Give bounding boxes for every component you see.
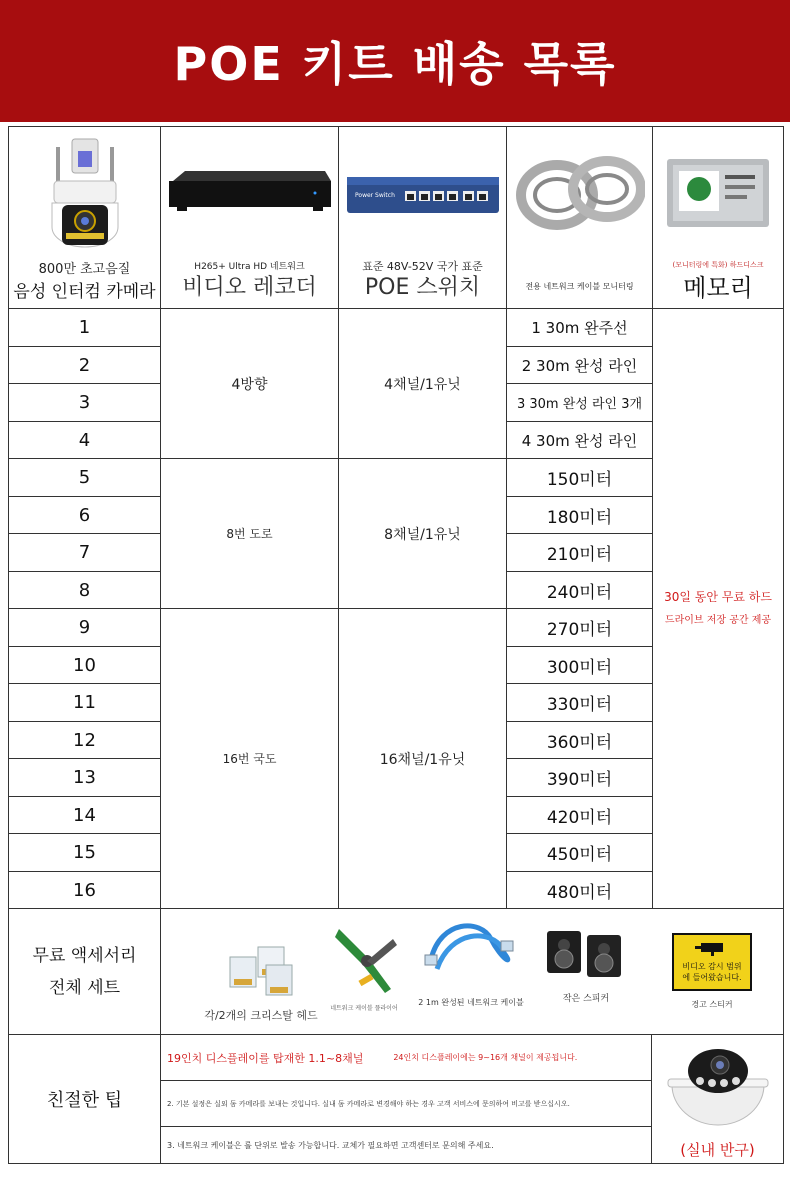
hdd-name-label: 메모리 — [683, 274, 753, 302]
switch-group-16: 16채널/1유닛 — [339, 609, 507, 909]
cable-length: 390미터 — [507, 759, 653, 797]
hdd-free-storage-note — [653, 309, 783, 909]
sticker-text-1: 비디오 감시 범위 — [682, 962, 742, 971]
cable-coil-image — [507, 133, 652, 253]
network-cable-item — [401, 919, 541, 1008]
hard-drive-image — [653, 133, 783, 253]
tip-3: 3. 네트워크 케이블은 롤 단위로 발송 가능합니다. 교체가 필요하면 고객센터로 문의해 주세요. — [167, 1140, 494, 1150]
row-number: 6 — [9, 497, 161, 534]
nvr-recorder-image — [161, 133, 338, 253]
tip-1b: 24인치 디스플레이에는 9~16개 채널이 제공됩니다. — [393, 1053, 578, 1062]
recorder-name-label: 비디오 레코더 — [182, 275, 317, 300]
cable-length: 420미터 — [507, 797, 653, 834]
cable-length: 450미터 — [507, 834, 653, 872]
row-number: 1 — [9, 309, 161, 347]
cable-length: 4 30m 완성 라인 — [507, 422, 653, 459]
switch-group-4: 4채널/1유닛 — [339, 309, 507, 459]
row-number: 5 — [9, 459, 161, 497]
row-number: 12 — [9, 722, 161, 759]
row-number: 11 — [9, 684, 161, 722]
hdd-spec-label: (모니터링에 특화) 하드디스크 — [672, 261, 764, 269]
ptz-camera-image — [9, 133, 160, 253]
cable-length: 360미터 — [507, 722, 653, 759]
switch-group-8: 8채널/1유닛 — [339, 459, 507, 609]
recorder-spec-label: H265+ Ultra HD 네트워크 — [194, 262, 305, 272]
recorder-group-16: 16번 국도 — [161, 609, 339, 909]
warning-sticker-icon — [672, 933, 752, 991]
camera-cell — [9, 127, 161, 309]
cable-length: 2 30m 완성 라인 — [507, 347, 653, 384]
shipping-list-table — [8, 126, 784, 1164]
switch-name-label: POE 스위치 — [364, 275, 481, 300]
cable-length: 150미터 — [507, 459, 653, 497]
tip-line-3 — [161, 1127, 651, 1163]
cable-length: 480미터 — [507, 872, 653, 909]
row-number: 8 — [9, 572, 161, 609]
accessories-panel — [161, 909, 783, 1035]
camera-name-label: 음성 인터컴 카메라 — [13, 282, 156, 302]
title-banner — [0, 0, 790, 122]
cable-length: 210미터 — [507, 534, 653, 572]
row-number: 14 — [9, 797, 161, 834]
cable-length: 330미터 — [507, 684, 653, 722]
cable-length: 180미터 — [507, 497, 653, 534]
page-title: POE 키트 배송 목록 — [173, 37, 617, 91]
crystal-heads-caption: 각/2개의 크리스탈 헤드 — [204, 1009, 318, 1022]
poe-switch-image — [339, 133, 506, 253]
row-number: 3 — [9, 384, 161, 422]
row-number: 10 — [9, 647, 161, 684]
cable-length: 240미터 — [507, 572, 653, 609]
accessories-title-line2: 전체 세트 — [48, 977, 121, 998]
tip-2: 2. 기본 설정은 실외 돔 카메라를 보내는 것입니다. 실내 돔 카메라로 변경해야 하는 경우 고객 서비스에 문의하여 비고를 받으십시오. — [167, 1099, 570, 1108]
crystal-heads-item — [201, 935, 321, 1023]
recorder-group-8: 8번 도로 — [161, 459, 339, 609]
row-number: 4 — [9, 422, 161, 459]
dome-caption: (실내 반구) — [680, 1141, 755, 1159]
cable-cell — [507, 127, 653, 309]
cable-spec-label: 전용 네트워크 케이블 모니터링 — [525, 282, 634, 291]
speaker-caption: 작은 스피커 — [562, 994, 610, 1004]
tip-line-2 — [161, 1081, 651, 1127]
recorder-cell — [161, 127, 339, 309]
sticker-caption: 경고 스티커 — [691, 1000, 733, 1009]
row-number: 7 — [9, 534, 161, 572]
recorder-group-4: 4방향 — [161, 309, 339, 459]
hdd-note-line1: 30일 동안 무료 하드 — [664, 589, 772, 604]
tip-1a: 19인치 디스플레이를 탑재한 1.1~8채널 — [167, 1051, 364, 1065]
cable-length: 270미터 — [507, 609, 653, 647]
switch-spec-label: 표준 48V-52V 국가 표준 — [362, 260, 483, 273]
camera-spec-label: 800만 초고음질 — [38, 262, 131, 277]
speaker-item — [541, 925, 631, 1004]
cable-length: 3 30m 완성 라인 3개 — [507, 384, 653, 422]
row-number: 9 — [9, 609, 161, 647]
tips-title: 친절한 팁 — [9, 1035, 161, 1163]
hdd-cell — [653, 127, 783, 309]
row-number: 13 — [9, 759, 161, 797]
crimper-item — [327, 919, 401, 1012]
crimper-caption: 네트워크 케이블 플라이어 — [330, 1005, 398, 1012]
indoor-dome-cell — [652, 1035, 783, 1163]
tip-line-1 — [161, 1035, 651, 1081]
cable-length: 300미터 — [507, 647, 653, 684]
accessories-title-line1: 무료 액세서리 — [32, 945, 137, 966]
row-number: 2 — [9, 347, 161, 384]
sticker-text-2: 에 들어왔습니다. — [682, 973, 742, 982]
speaker-icon — [541, 925, 631, 983]
rj45-heads-icon — [216, 935, 306, 999]
crimping-tool-icon — [329, 919, 399, 999]
switch-cell — [339, 127, 507, 309]
switch-brand-text: Power Switch — [354, 192, 395, 199]
accessories-title — [9, 909, 161, 1035]
blue-cable-icon — [421, 919, 521, 979]
warning-sticker-item — [667, 933, 757, 1010]
row-number: 16 — [9, 872, 161, 909]
cable-length: 1 30m 완주선 — [507, 309, 653, 347]
hdd-note-line2: 드라이브 저장 공간 제공 — [664, 614, 772, 626]
row-number: 15 — [9, 834, 161, 872]
dome-camera-image — [658, 1041, 778, 1133]
network-cable-caption: 2 1m 완성된 네트워크 케이블 — [418, 998, 524, 1007]
